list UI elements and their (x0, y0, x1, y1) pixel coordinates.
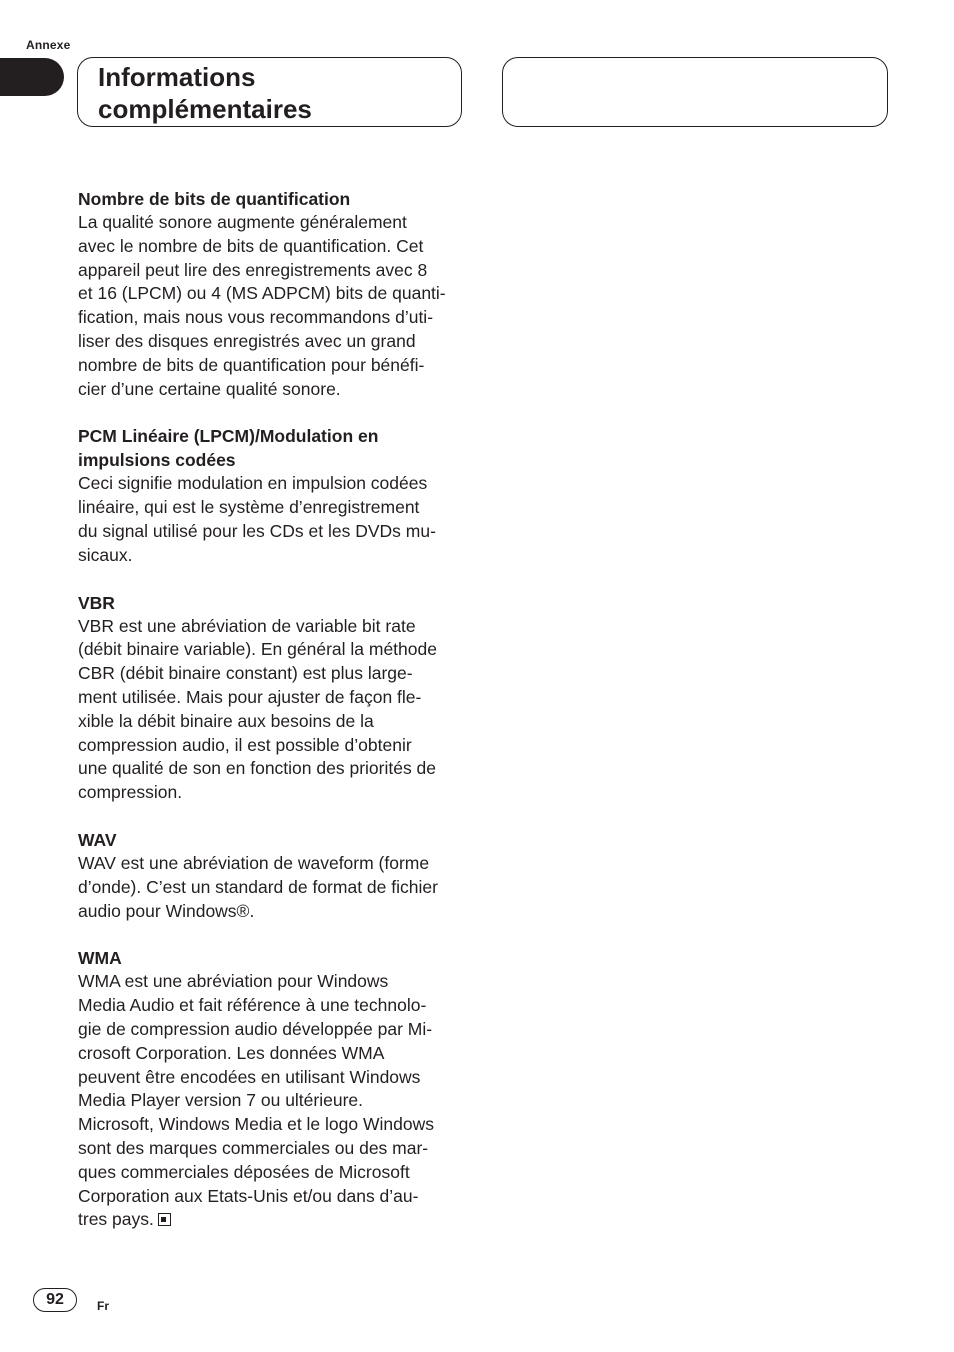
entry-body: VBR est une abréviation de variable bit rate (débit binaire variable). En général la méthode CBR (débit binaire constant) est plus large- ment utilisée. Mais pour ajuster de façon fle- xible la débit binaire aux besoins de la compression audio, il est possible d’obtenir une qualité de son en fonction des priorités de compression. (78, 615, 437, 803)
section-tab-marker (0, 58, 64, 96)
entry-heading: WAV (78, 829, 117, 850)
language-code: Fr (97, 1299, 109, 1313)
entry-body: WAV est une abréviation de waveform (forme d’onde). C’est un standard de format de fichier audio pour Windows®. (78, 852, 438, 921)
entry-body-text: WMA est une abréviation pour Windows Media Audio et fait référence à une technolo- gie de compression audio développée par Mi- crosoft Corporation. Les données WMA peuvent être encodées en utilisant Windows Media Player version 7 ou ultérieure. Microsoft, Windows Media et le logo Windows sont des marques commerciales ou des mar- ques commerciales déposées de Microsoft Corporation aux Etats-Unis et/ou dans d’au- tres pays. (78, 971, 434, 1230)
entry-body: Ceci signifie modulation en impulsion codées linéaire, qui est le système d’enregistrement du signal utilisé pour les CDs et les DVDs mu- sicaux. (78, 473, 436, 565)
entry-heading: PCM Linéaire (LPCM)/Modulation en impulsions codées (78, 426, 379, 471)
glossary-entry (78, 828, 468, 923)
page-title: Informations complémentaires (98, 62, 312, 124)
empty-header-box (502, 57, 888, 127)
entry-body (78, 970, 468, 1232)
glossary-entry (78, 187, 468, 401)
title-box (77, 57, 462, 127)
glossary-content (78, 187, 468, 1255)
glossary-entry (78, 946, 468, 1232)
entry-body: La qualité sonore augmente généralement avec le nombre de bits de quantification. Cet appareil peut lire des enregistrements avec 8 et 16 (LPCM) ou 4 (MS ADPCM) bits de quanti- fication, mais nous vous recommandons d’uti- liser des disques enregistrés avec un grand nombre de bits de quantification pour bénéfi- cier d’une certaine qualité sonore. (78, 212, 446, 399)
glossary-entry (78, 591, 468, 805)
page-number: 92 (33, 1288, 77, 1312)
end-of-section-icon (158, 1213, 171, 1226)
entry-heading: WMA (78, 948, 122, 969)
glossary-entry (78, 424, 468, 567)
entry-heading: Nombre de bits de quantification (78, 189, 351, 209)
entry-heading: VBR (78, 592, 115, 613)
section-label: Annexe (26, 38, 71, 52)
